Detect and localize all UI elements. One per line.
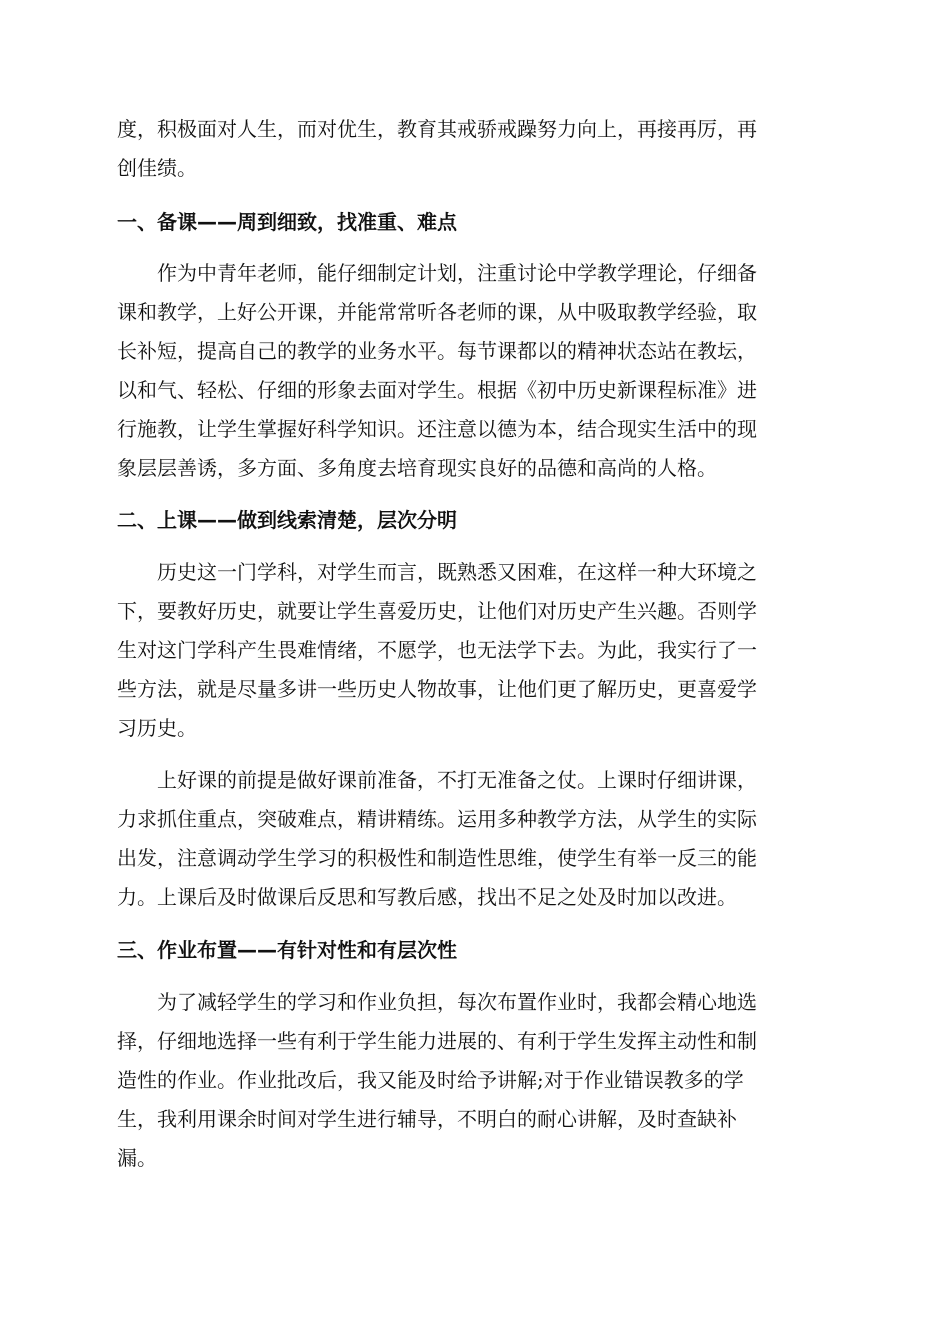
text-line: 课和教学，上好公开课，并能常常听各老师的课，从中吸取教学经验，取 [117,300,757,324]
text-line: 些方法，就是尽量多讲一些历史人物故事，让他们更了解历史，更喜爱学 [117,677,757,701]
text-line: 生对这门学科产生畏难情绪，不愿学，也无法学下去。为此，我实行了一 [117,638,757,662]
text-line: 为了减轻学生的学习和作业负担，每次布置作业时，我都会精心地选 [117,990,757,1014]
intro-paragraph [117,110,833,188]
text-line: 创佳绩。 [117,156,197,180]
text-line: 择，仔细地选择一些有利于学生能力进展的、有利于学生发挥主动性和制 [117,1029,757,1053]
text-line: 长补短，提高自己的教学的业务水平。每节课都以的精神状态站在教坛， [117,339,757,363]
section-heading-3: 三、作业布置——有针对性和有层次性 [117,938,457,962]
section-heading-1: 一、备课——周到细致，找准重、难点 [117,210,457,234]
text-line: 习历史。 [117,716,197,740]
text-line: 象层层善诱，多方面、多角度去培育现实良好的品德和高尚的人格。 [117,456,717,480]
paragraph-2 [117,553,833,748]
text-line: 漏。 [117,1146,157,1170]
text-line: 作为中青年老师，能仔细制定计划，注重讨论中学教学理论，仔细备 [117,261,757,285]
section-heading-2: 二、上课——做到线索清楚，层次分明 [117,508,457,532]
text-line: 力求抓住重点，突破难点，精讲精练。运用多种教学方法，从学生的实际 [117,807,757,831]
paragraph-4 [117,983,833,1178]
text-line: 上好课的前提是做好课前准备，不打无准备之仗。上课时仔细讲课， [117,768,757,792]
text-line: 历史这一门学科，对学生而言，既熟悉又困难，在这样一种大环境之 [117,560,757,584]
text-line: 度，积极面对人生，而对优生，教育其戒骄戒躁努力向上，再接再厉，再 [117,117,757,141]
paragraph-1 [117,254,833,488]
text-line: 造性的作业。作业批改后，我又能及时给予讲解;对于作业错误教多的学 [117,1068,744,1092]
text-line: 出发，注意调动学生学习的积极性和制造性思维，使学生有举一反三的能 [117,846,757,870]
text-line: 下，要教好历史，就要让学生喜爱历史，让他们对历史产生兴趣。否则学 [117,599,757,623]
text-line: 力。上课后及时做课后反思和写教后感，找出不足之处及时加以改进。 [117,885,737,909]
text-line: 生，我利用课余时间对学生进行辅导，不明白的耐心讲解，及时查缺补 [117,1107,737,1131]
paragraph-3 [117,761,833,917]
text-line: 行施教，让学生掌握好科学知识。还注意以德为本，结合现实生活中的现 [117,417,757,441]
text-line: 以和气、轻松、仔细的形象去面对学生。根据《初中历史新课程标准》进 [117,378,757,402]
